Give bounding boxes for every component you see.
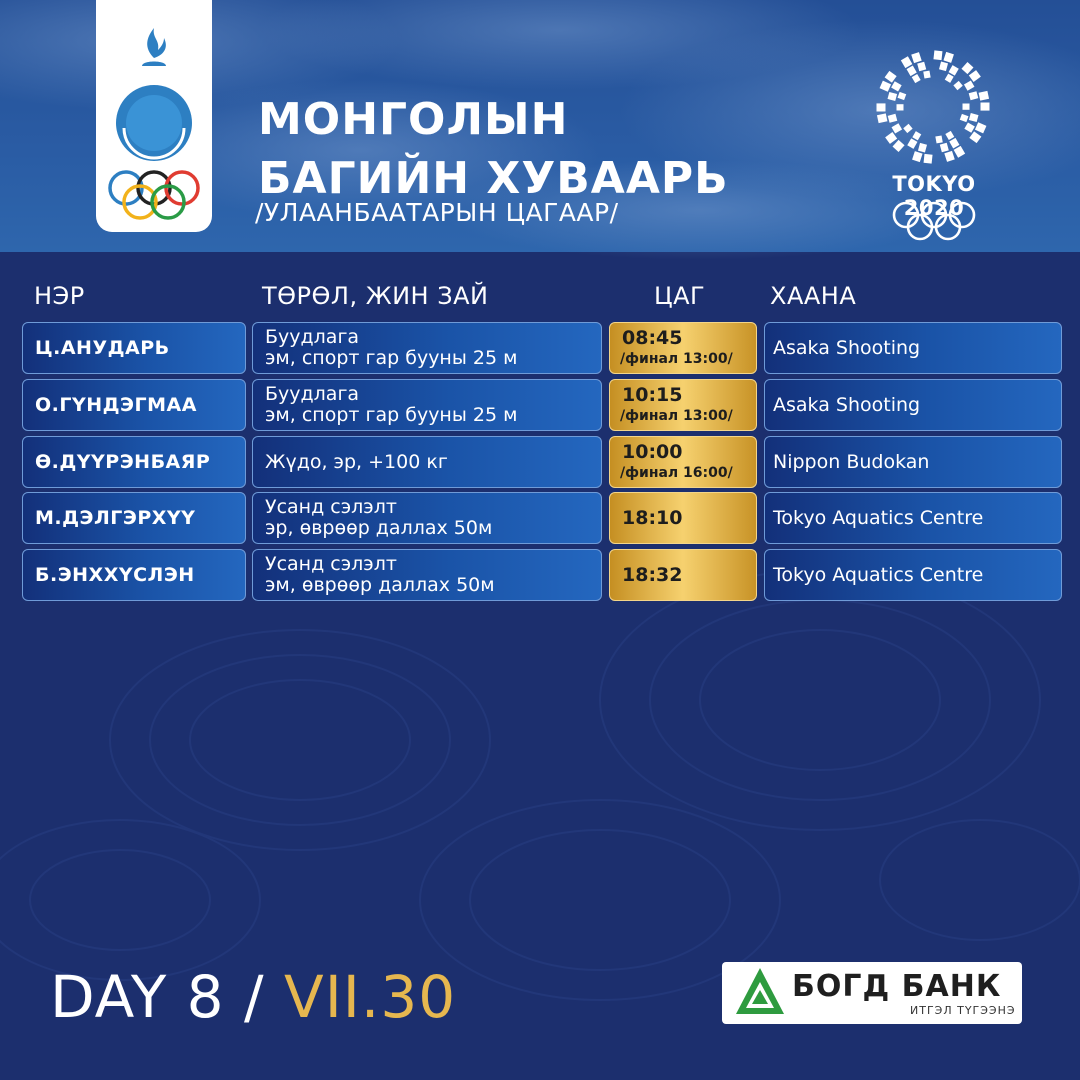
table-row-venue-cell: [764, 436, 1062, 488]
emblem-check: [981, 103, 990, 111]
emblem-check: [877, 113, 887, 123]
column-header-venue: ХААНА: [770, 282, 857, 310]
emblem-check: [918, 143, 927, 153]
table-row-time-cell: [609, 549, 757, 601]
day-separator: /: [244, 963, 265, 1031]
venue-name: Tokyo Aquatics Centre: [773, 507, 984, 529]
emblem-check: [898, 92, 907, 100]
emblem-check: [912, 151, 922, 162]
emblem-check: [912, 131, 921, 140]
table-row-sport-cell: [252, 436, 602, 488]
emblem-check: [880, 81, 892, 92]
emblem-check: [945, 131, 954, 140]
emblem-check: [964, 81, 975, 91]
table-row-name-cell: [22, 549, 246, 601]
noc-logo-card: [96, 0, 212, 232]
athlete-name: Б.ЭНХХҮСЛЭН: [35, 564, 195, 586]
table-row-time-cell: [609, 436, 757, 488]
emblem-check: [923, 71, 930, 79]
emblem-check: [944, 151, 954, 162]
sport-line2: эм, спорт гар бууны 25 м: [265, 347, 518, 369]
table-row-name-cell: [22, 379, 246, 431]
emblem-check: [979, 91, 989, 101]
emblem-check: [924, 154, 933, 164]
final-time: /финал 13:00/: [620, 407, 733, 424]
day-date-label: [50, 963, 457, 1031]
start-time: 10:15: [622, 383, 683, 406]
sport-line1: Усанд сэлэлт: [265, 496, 397, 518]
start-time: 18:32: [622, 563, 683, 586]
emblem-check: [891, 81, 902, 91]
emblem-check: [893, 140, 905, 152]
sport-line2: эр, өврөөр даллах 50м: [265, 517, 493, 539]
athlete-name: М.ДЭЛГЭРХҮҮ: [35, 507, 196, 529]
emblem-check: [888, 92, 898, 101]
table-row-venue-cell: [764, 549, 1062, 601]
sport-line1: Жүдо, эр, +100 кг: [265, 450, 448, 473]
emblem-check: [903, 124, 912, 133]
venue-name: Tokyo Aquatics Centre: [773, 564, 984, 586]
emblem-check: [949, 65, 959, 76]
page-subtitle: /УЛААНБААТАРЫН ЦАГААР/: [255, 198, 619, 227]
tokyo-2020-label: TOKYO 2020: [892, 172, 976, 220]
emblem-check: [897, 104, 904, 110]
emblem-check: [961, 62, 973, 74]
sport-line1: Буудлага: [265, 326, 360, 348]
table-row-name-cell: [22, 322, 246, 374]
table-row-sport-cell: [252, 379, 602, 431]
venue-name: Asaka Shooting: [773, 337, 921, 359]
emblem-check: [907, 66, 917, 77]
date-label: VII.30: [284, 963, 457, 1031]
emblem-check: [885, 71, 897, 83]
emblem-check: [885, 132, 897, 144]
emblem-check: [877, 103, 886, 111]
column-header-name: НЭР: [34, 282, 85, 310]
emblem-check: [953, 81, 962, 90]
venue-name: Asaka Shooting: [773, 394, 921, 416]
athlete-name: О.ГҮНДЭГМАА: [35, 394, 197, 416]
venue-name: Nippon Budokan: [773, 451, 930, 473]
emblem-check: [892, 123, 903, 133]
table-row-sport-cell: [252, 322, 602, 374]
table-row-venue-cell: [764, 379, 1062, 431]
table-row-time-cell: [609, 322, 757, 374]
emblem-check: [901, 56, 913, 68]
sport-line2: эм, өврөөр даллах 50м: [265, 574, 495, 596]
mongolia-noc-emblem-icon: [96, 0, 212, 232]
start-time: 08:45: [622, 326, 683, 349]
page-title-line2: БАГИЙН ХУВААРЬ: [258, 153, 729, 204]
page-title-line1: МОНГОЛЫН: [258, 94, 569, 145]
emblem-check: [911, 52, 921, 63]
sponsor-name: БОГД БАНК: [792, 969, 1002, 1004]
emblem-check: [969, 113, 979, 122]
table-row-venue-cell: [764, 492, 1062, 544]
bogd-bank-logo-icon: [726, 962, 790, 1024]
table-row-sport-cell: [252, 492, 602, 544]
sport-line2: эм, спорт гар бууны 25 м: [265, 404, 518, 426]
column-header-sport: ТӨРӨЛ, ЖИН ЗАЙ: [262, 282, 489, 310]
athlete-name: Ө.ДҮҮРЭНБАЯР: [35, 451, 211, 473]
start-time: 18:10: [622, 506, 683, 529]
emblem-check: [888, 114, 898, 123]
day-number: DAY 8: [50, 963, 225, 1031]
emblem-check: [949, 138, 959, 149]
emblem-check: [912, 74, 921, 83]
tokyo-2020-emblem-icon: [874, 48, 992, 166]
emblem-check: [933, 50, 942, 60]
emblem-check: [940, 143, 949, 153]
table-row-time-cell: [609, 379, 757, 431]
emblem-check: [943, 52, 953, 63]
emblem-check: [969, 131, 981, 143]
olympic-rings-icon: [890, 200, 978, 242]
athlete-name: Ц.АНУДАРЬ: [35, 337, 170, 359]
start-time: 10:00: [622, 440, 683, 463]
emblem-check: [969, 91, 979, 100]
table-row-time-cell: [609, 492, 757, 544]
table-row-name-cell: [22, 492, 246, 544]
emblem-check: [945, 74, 954, 83]
emblem-check: [935, 135, 942, 143]
table-row-sport-cell: [252, 549, 602, 601]
table-row-name-cell: [22, 436, 246, 488]
table-row-venue-cell: [764, 322, 1062, 374]
emblem-check: [964, 123, 975, 133]
final-time: /финал 16:00/: [620, 464, 733, 481]
sport-line1: Усанд сэлэлт: [265, 553, 397, 575]
emblem-check: [917, 62, 926, 72]
emblem-check: [963, 104, 970, 110]
emblem-check: [969, 70, 981, 82]
sponsor-tagline: ИТГЭЛ ТҮГЭЭНЭ: [910, 1004, 1016, 1017]
emblem-check: [939, 62, 948, 72]
emblem-check: [975, 122, 987, 133]
emblem-check: [954, 146, 966, 158]
emblem-check: [907, 138, 917, 149]
final-time: /финал 13:00/: [620, 350, 733, 367]
emblem-check: [960, 114, 969, 122]
sport-line1: Буудлага: [265, 383, 360, 405]
column-header-time: ЦАГ: [654, 282, 706, 310]
